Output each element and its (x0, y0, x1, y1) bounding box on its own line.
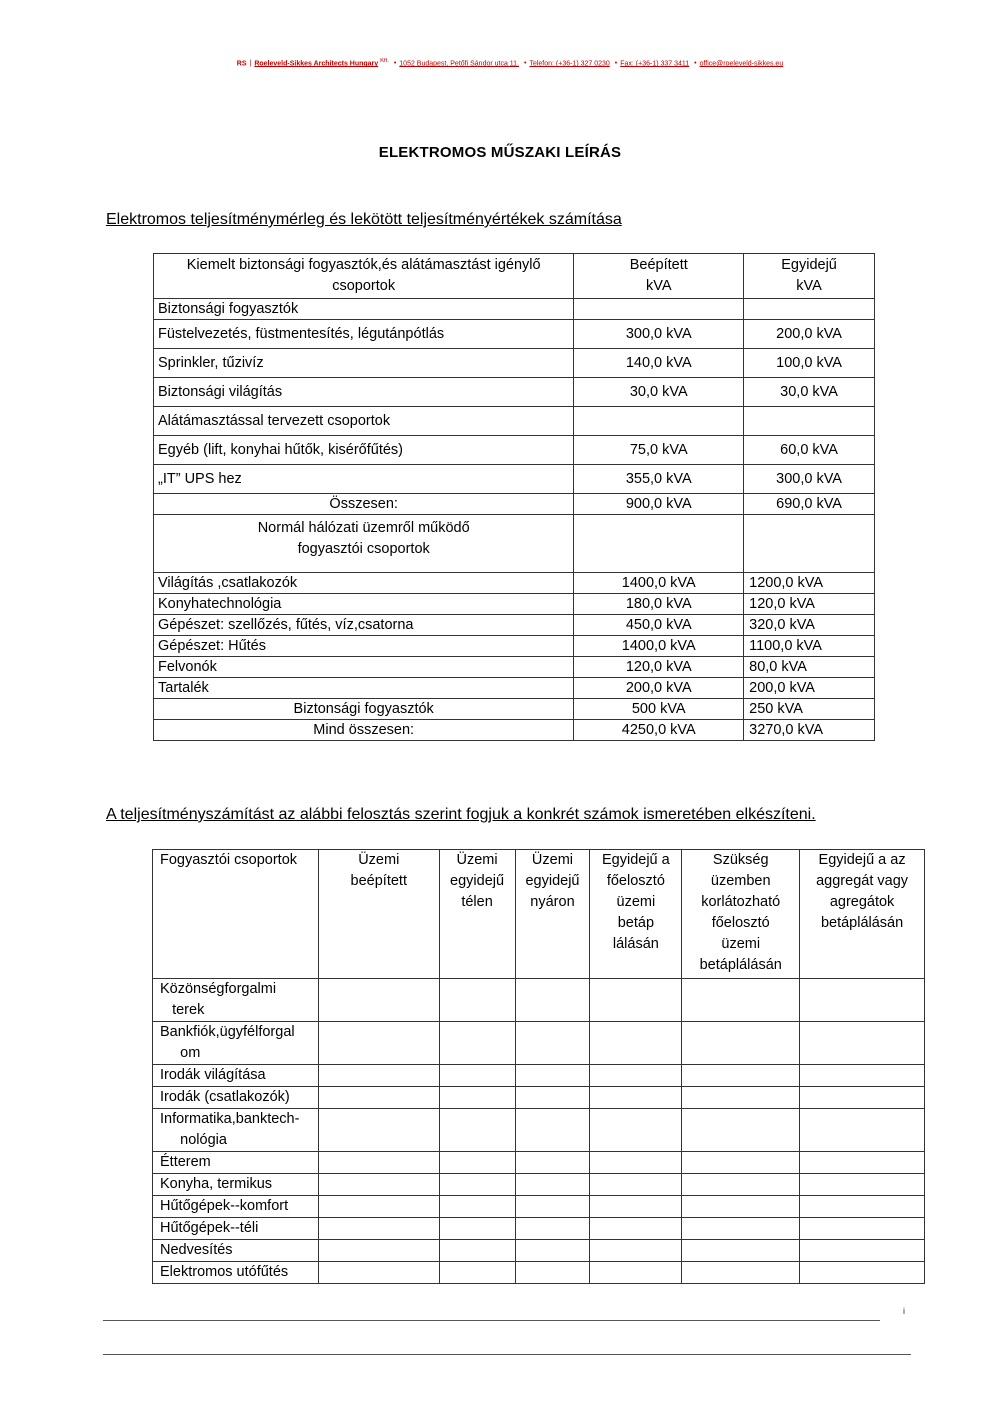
row-installed: 30,0 kVA (574, 378, 744, 407)
table-row (154, 378, 875, 407)
cell (682, 1262, 800, 1284)
cell (439, 1174, 515, 1196)
row-installed: 140,0 kVA (574, 349, 744, 378)
row-simultaneous: 200,0 kVA (744, 320, 875, 349)
cell (439, 1065, 515, 1087)
cell (439, 1152, 515, 1174)
table-row (153, 1218, 925, 1240)
cell (439, 1240, 515, 1262)
row-simultaneous: 30,0 kVA (744, 378, 875, 407)
cell (590, 1152, 682, 1174)
group-label: Közönségforgalmi terek (153, 979, 319, 1022)
table-row (153, 1065, 925, 1087)
cell (318, 1087, 439, 1109)
cell (800, 1022, 925, 1065)
row-simultaneous: 250 kVA (744, 699, 875, 720)
table-header-row (154, 254, 875, 299)
table-header-row (153, 850, 925, 979)
table-row (153, 1174, 925, 1196)
row-installed: 450,0 kVA (574, 615, 744, 636)
row-simultaneous: 3270,0 kVA (744, 720, 875, 741)
cell (590, 1218, 682, 1240)
table-row (154, 573, 875, 594)
cell (682, 1022, 800, 1065)
row-simultaneous: 1200,0 kVA (744, 573, 875, 594)
cell (515, 1087, 590, 1109)
header-main-distributor: Egyidejű a főelosztó üzemi betáp lálásán (590, 850, 682, 979)
cell (515, 979, 590, 1022)
table-row (153, 1109, 925, 1152)
group-label: Informatika,banktech- nológia (153, 1109, 319, 1152)
cell (590, 1109, 682, 1152)
cell (682, 1087, 800, 1109)
cell (318, 979, 439, 1022)
row-simultaneous: 1100,0 kVA (744, 636, 875, 657)
row-simultaneous: 200,0 kVA (744, 678, 875, 699)
letterhead-firm: Roeleveld-Sikkes Architects Hungary (254, 60, 379, 68)
group-label: Irodák világítása (153, 1065, 319, 1087)
row-simultaneous: 60,0 kVA (744, 436, 875, 465)
cell (318, 1218, 439, 1240)
header-groups: Kiemelt biztonsági fogyasztók,és alátámasztást igénylő csoportok (154, 254, 574, 299)
cell (318, 1152, 439, 1174)
section1-heading: Elektromos teljesítménymérleg és lekötött teljesítményértékek számítása (106, 211, 622, 228)
table-row (153, 1022, 925, 1065)
cell (800, 1240, 925, 1262)
group-label: Elektromos utófűtés (153, 1262, 319, 1284)
cell (590, 1022, 682, 1065)
header-winter: Üzemi egyidejű télen (439, 850, 515, 979)
letterhead-address: 1052 Budapest, Petőfi Sándor utca 11. (399, 60, 520, 68)
table-row (154, 678, 875, 699)
cell (318, 1240, 439, 1262)
cell (590, 1262, 682, 1284)
row-simultaneous: 80,0 kVA (744, 657, 875, 678)
cell (439, 1109, 515, 1152)
row-label: Alátámasztással tervezett csoportok (154, 407, 574, 436)
row-simultaneous: 320,0 kVA (744, 615, 875, 636)
cell (318, 1174, 439, 1196)
consumer-groups-table (152, 849, 925, 1284)
group-label: Irodák (csatlakozók) (153, 1087, 319, 1109)
cell (590, 1065, 682, 1087)
header-consumer-groups: Fogyasztói csoportok (153, 850, 319, 979)
subheader-empty (574, 515, 744, 573)
row-label: Mind összesen: (154, 720, 574, 741)
row-installed: 120,0 kVA (574, 657, 744, 678)
row-label: Világítás ,csatlakozók (154, 573, 574, 594)
cell (439, 1196, 515, 1218)
cell (515, 1109, 590, 1152)
letterhead-kft: Kft. (380, 58, 389, 64)
table-row (153, 979, 925, 1022)
cell (515, 1065, 590, 1087)
cell (590, 979, 682, 1022)
cell (590, 1174, 682, 1196)
footer-rule (103, 1354, 911, 1355)
table-row (154, 615, 875, 636)
row-simultaneous: 120,0 kVA (744, 594, 875, 615)
row-installed: 180,0 kVA (574, 594, 744, 615)
cell (682, 979, 800, 1022)
group-label: Konyha, termikus (153, 1174, 319, 1196)
row-label: Sprinkler, tűzivíz (154, 349, 574, 378)
row-label: Biztonsági fogyasztók (154, 299, 574, 320)
row-simultaneous: 100,0 kVA (744, 349, 875, 378)
cell (800, 1152, 925, 1174)
cell (682, 1174, 800, 1196)
table-row (154, 657, 875, 678)
cell (318, 1262, 439, 1284)
group-label: Étterem (153, 1152, 319, 1174)
letterhead-phone: Telefon: (+36-1) 327 0230 (529, 60, 610, 68)
cell (682, 1196, 800, 1218)
table-row (153, 1087, 925, 1109)
cell (682, 1240, 800, 1262)
table-row (154, 299, 875, 320)
row-label: Biztonsági világítás (154, 378, 574, 407)
cell (318, 1022, 439, 1065)
cell (439, 1087, 515, 1109)
cell (590, 1087, 682, 1109)
cell (439, 979, 515, 1022)
group-label: Bankfiók,ügyfélforgal om (153, 1022, 319, 1065)
row-installed: 75,0 kVA (574, 436, 744, 465)
group-label: Hűtőgépek--komfort (153, 1196, 319, 1218)
row-installed: 300,0 kVA (574, 320, 744, 349)
header-installed: Beépített kVA (574, 254, 744, 299)
cell (439, 1218, 515, 1240)
table-row (154, 699, 875, 720)
table-row (153, 1196, 925, 1218)
letterhead-email: office@roeleveld-sikkes.eu (699, 60, 784, 68)
table-row (154, 594, 875, 615)
row-simultaneous: 690,0 kVA (744, 494, 875, 515)
cell (800, 1109, 925, 1152)
table-row (153, 1262, 925, 1284)
cell (800, 1262, 925, 1284)
cell (515, 1218, 590, 1240)
cell (439, 1262, 515, 1284)
cell (515, 1022, 590, 1065)
group-label: Hűtőgépek--téli (153, 1218, 319, 1240)
letterhead: RS | Roeleveld-Sikkes Architects Hungary $^{Kft.}$ • 1052 Budapest, Petőfi Sándor utca 11. • Telefon: (+36-1) 327 0230 • Fax: (+36-1) 337 3411 • office@roeleveld-sikkes.eu (236, 58, 784, 68)
cell (682, 1218, 800, 1240)
table-row (153, 1240, 925, 1262)
row-installed: 500 kVA (574, 699, 744, 720)
cell (800, 1087, 925, 1109)
power-balance-table (153, 253, 875, 741)
cell (800, 1065, 925, 1087)
subheader-row (154, 515, 875, 573)
cell (515, 1152, 590, 1174)
header-simultaneous: Egyidejű kVA (744, 254, 875, 299)
cell (800, 1196, 925, 1218)
footer-rule (103, 1320, 880, 1321)
cell (800, 1218, 925, 1240)
row-label: Tartalék (154, 678, 574, 699)
table-row (154, 407, 875, 436)
cell (682, 1109, 800, 1152)
group-label: Nedvesítés (153, 1240, 319, 1262)
grand-total-row (154, 720, 875, 741)
cell (515, 1196, 590, 1218)
row-label: Konyhatechnológia (154, 594, 574, 615)
row-label: Felvonók (154, 657, 574, 678)
cell (590, 1196, 682, 1218)
cell (515, 1240, 590, 1262)
row-simultaneous: 300,0 kVA (744, 465, 875, 494)
row-label: Biztonsági fogyasztók (154, 699, 574, 720)
table-row (154, 636, 875, 657)
page-title: ELEKTROMOS MŰSZAKI LEÍRÁS (378, 144, 622, 161)
row-label: Gépészet: Hűtés (154, 636, 574, 657)
row-installed: 355,0 kVA (574, 465, 744, 494)
section2-heading: A teljesítményszámítást az alábbi felosztás szerint fogjuk a konkrét számok ismeretében elkészíteni. (106, 806, 816, 823)
header-generator: Egyidejű a az aggregát vagy agregátok betáplálásán (800, 850, 925, 979)
table-row (154, 320, 875, 349)
header-summer: Üzemi egyidejű nyáron (515, 850, 590, 979)
row-label: Gépészet: szellőzés, fűtés, víz,csatorna (154, 615, 574, 636)
cell (800, 1174, 925, 1196)
row-simultaneous (744, 299, 875, 320)
letterhead-fax: Fax: (+36-1) 337 3411 (620, 60, 690, 68)
row-installed: 1400,0 kVA (574, 573, 744, 594)
row-installed (574, 407, 744, 436)
cell (515, 1262, 590, 1284)
header-emergency-limited: Szükség üzemben korlátozható főelosztó üzemi betáplálásán (682, 850, 800, 979)
subheader-empty (744, 515, 875, 573)
row-simultaneous (744, 407, 875, 436)
cell (590, 1240, 682, 1262)
cell (439, 1022, 515, 1065)
row-label: „IT” UPS hez (154, 465, 574, 494)
row-installed: 4250,0 kVA (574, 720, 744, 741)
cell (682, 1152, 800, 1174)
header-operating-installed: Üzemi beépített (318, 850, 439, 979)
cell (800, 979, 925, 1022)
row-label: Összesen: (154, 494, 574, 515)
row-installed: 200,0 kVA (574, 678, 744, 699)
cell (682, 1065, 800, 1087)
row-installed: 1400,0 kVA (574, 636, 744, 657)
subtotal-row (154, 494, 875, 515)
cell (318, 1065, 439, 1087)
row-installed: 900,0 kVA (574, 494, 744, 515)
table-row (154, 465, 875, 494)
row-installed (574, 299, 744, 320)
cell (515, 1174, 590, 1196)
row-label: Egyéb (lift, konyhai hűtők, kisérőfűtés) (154, 436, 574, 465)
cell (318, 1109, 439, 1152)
table-row (154, 349, 875, 378)
row-label: Füstelvezetés, füstmentesítés, légutánpótlás (154, 320, 574, 349)
page-number: i (903, 1306, 905, 1316)
cell (318, 1196, 439, 1218)
table-row (154, 436, 875, 465)
letterhead-logo-rs: RS (236, 60, 247, 68)
table-row (153, 1152, 925, 1174)
subheader-label: Normál hálózati üzemről működő fogyasztói csoportok (154, 515, 574, 573)
